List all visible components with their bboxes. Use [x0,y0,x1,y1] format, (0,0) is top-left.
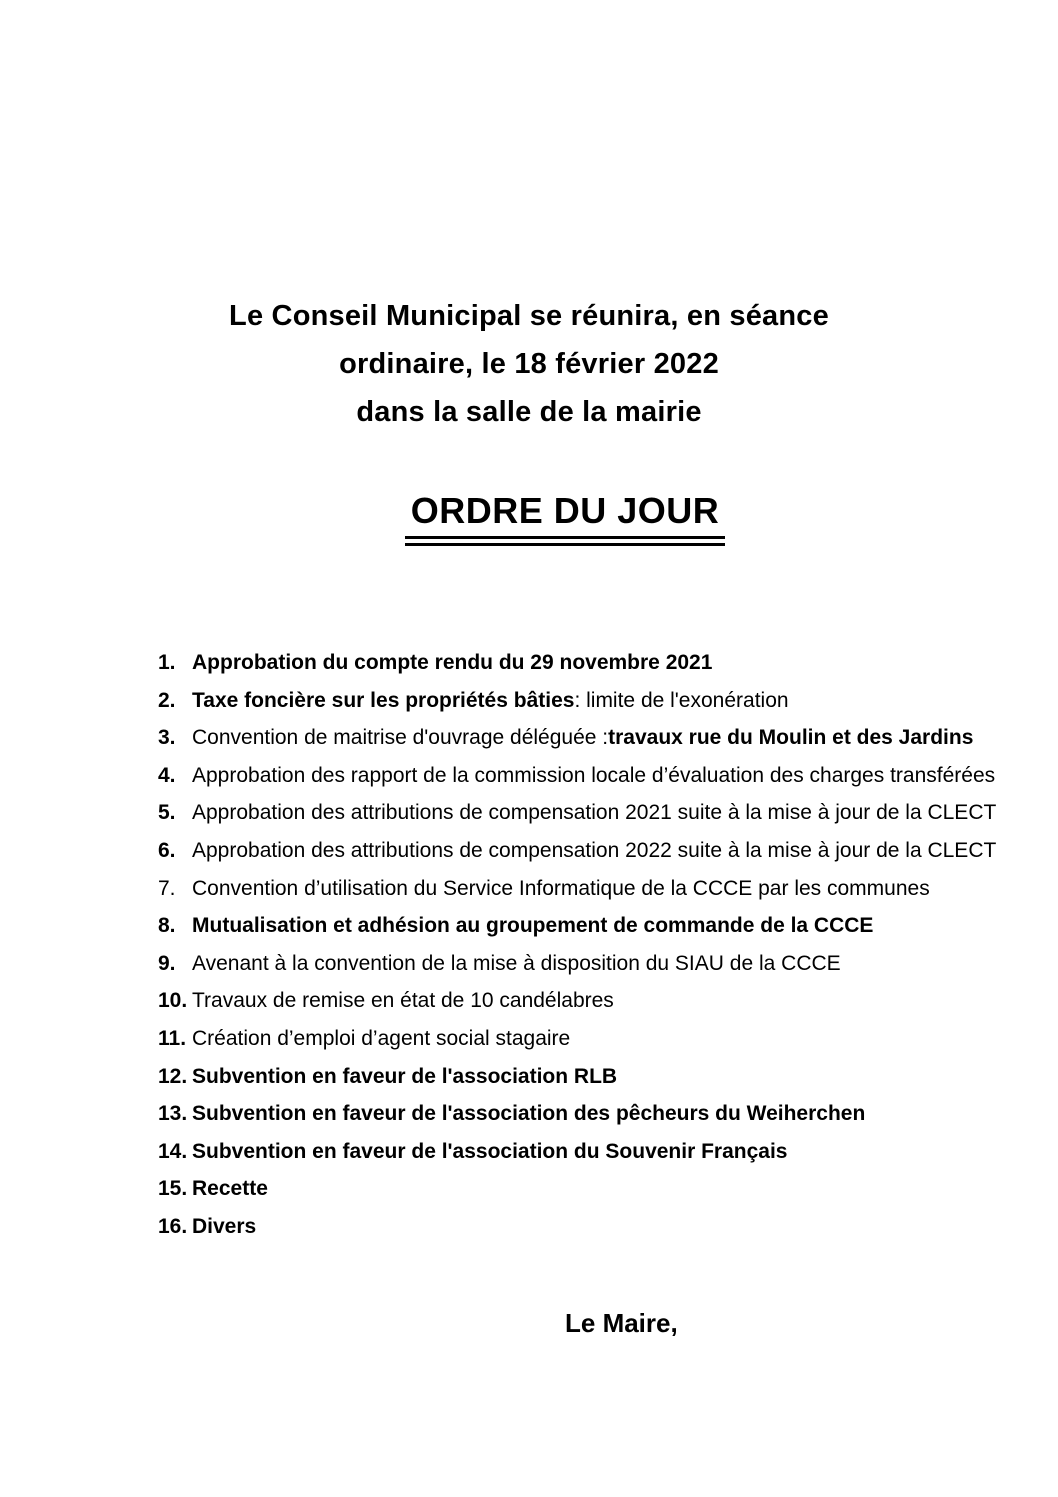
agenda-item-2 [158,682,1028,720]
agenda-item-9 [158,945,1028,983]
item-number: 15. [158,1177,188,1201]
agenda-item-7 [158,870,1028,908]
item-number: 13. [158,1102,188,1126]
item-text: Divers [192,1214,257,1238]
item-number: 11. [158,1026,187,1050]
item-text: Recette [192,1177,268,1201]
item-number: 5. [158,801,176,825]
agenda-item-12 [158,1058,1028,1096]
item-text: Approbation du compte rendu du 29 novembre 2021 [192,651,713,674]
item-text: Approbation des rapport de la commission locale d’évaluation des charges transférées [192,763,996,787]
signature: Le Maire, [565,1307,678,1338]
heading-line-3: dans la salle de la mairie [356,396,702,428]
item-text: Travaux de remise en état de 10 candélabres [192,989,614,1013]
agenda-item-14 [158,1133,1028,1171]
item-number: 1. [158,651,176,674]
agenda-item-8 [158,907,1028,945]
heading-line-1: Le Conseil Municipal se réunira, en séance [229,300,829,332]
agenda-item-4 [158,757,1028,795]
item-number: 14. [158,1139,188,1163]
agenda-item-13 [158,1095,1028,1133]
item-text: Convention de maitrise d'ouvrage déléguée : [192,726,609,750]
agenda-item-1 [158,644,1028,682]
item-number: 8. [158,914,176,938]
item-text: Mutualisation et adhésion au groupement de commande de la CCCE [192,914,874,938]
agenda-item-16 [158,1208,1028,1246]
item-text-suffix: travaux rue du Moulin et des Jardins [608,726,974,750]
agenda-item-6 [158,832,1028,870]
item-number: 4. [158,763,176,787]
item-number: 6. [158,838,176,862]
item-number: 3. [158,726,176,750]
item-number: 7. [158,876,176,900]
item-number: 10. [158,989,188,1013]
item-text: Taxe foncière sur les propriétés bâties [192,688,575,712]
item-text: Création d’emploi d’agent social stagaire [192,1026,571,1050]
heading-line-2: ordinaire, le 18 février 2022 [339,348,719,380]
agenda-title-row [0,490,1058,546]
item-text: Convention d’utilisation du Service Informatique de la CCCE par les communes [192,876,930,900]
agenda-list [0,644,1058,1246]
item-text: Avenant à la convention de la mise à disposition du SIAU de la CCCE [192,951,841,975]
item-text-suffix: : limite de l'exonération [574,688,789,712]
item-number: 2. [158,688,176,712]
item-text: Approbation des attributions de compensation 2021 suite à la mise à jour de la CLECT [192,801,997,825]
item-text: Subvention en faveur de l'association des pêcheurs du Weiherchen [192,1102,866,1126]
agenda-title: ORDRE DU JOUR [405,490,726,546]
item-number: 12. [158,1064,188,1088]
agenda-item-3 [158,719,1028,757]
item-text: Subvention en faveur de l'association RLB [192,1064,618,1088]
agenda-item-11 [158,1020,1028,1058]
agenda-item-5 [158,794,1028,832]
meeting-heading [0,0,1058,436]
item-text: Subvention en faveur de l'association du Souvenir Français [192,1139,788,1163]
agenda-item-15 [158,1170,1028,1208]
agenda-item-10 [158,982,1028,1020]
item-number: 9. [158,951,176,975]
item-number: 16. [158,1214,188,1238]
item-text: Approbation des attributions de compensation 2022 suite à la mise à jour de la CLECT [192,838,997,862]
